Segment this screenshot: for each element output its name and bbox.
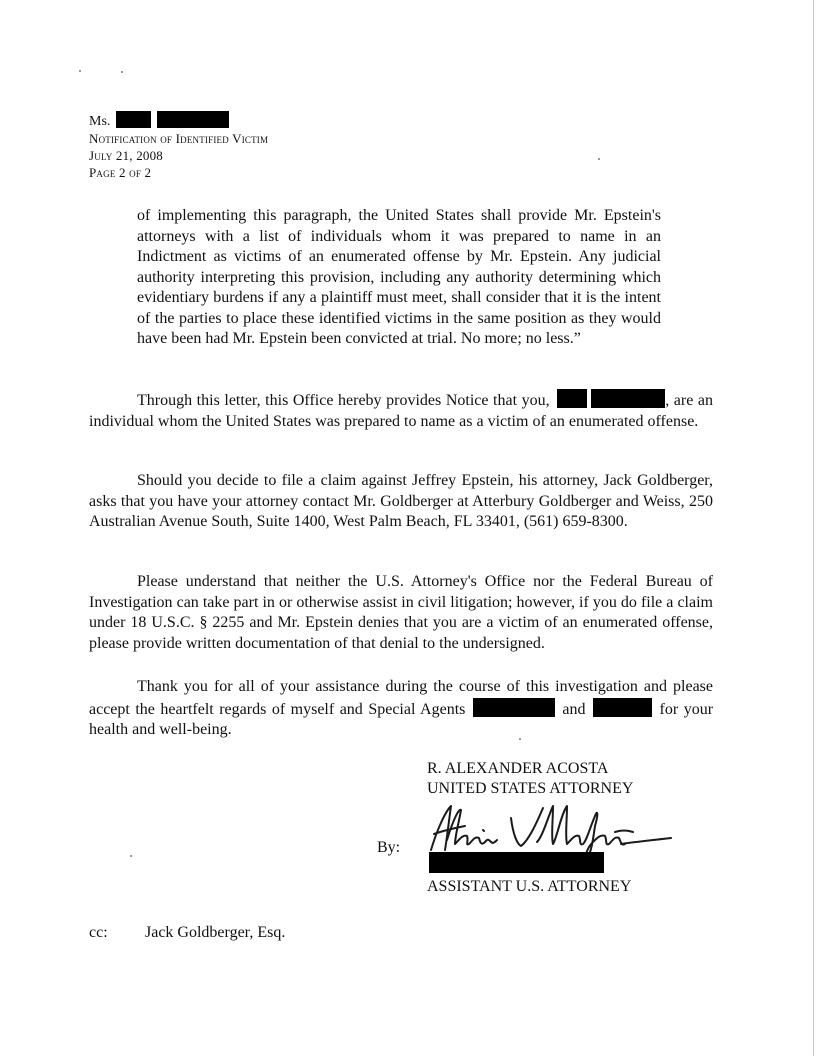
cc-recipient: Jack Goldberger, Esq. (145, 924, 286, 941)
redaction-signer-name (429, 852, 604, 873)
thanks-text-and: and (562, 700, 586, 718)
redaction-victim-last-name (591, 389, 665, 408)
by-label: By: (377, 839, 401, 856)
cc-label: cc: (89, 924, 108, 941)
subject-line: Notification of Identified Victim (89, 131, 269, 146)
signatory-title: UNITED STATES ATTORNEY (427, 780, 634, 797)
cc-line (89, 924, 285, 942)
thanks-paragraph (89, 677, 713, 741)
claim-paragraph: Should you decide to file a claim against Jeffrey Epstein, his attorney, Jack Goldberger, asks that you have your attorney contact Mr. Goldberger at Atterbury Goldberger and Weiss, 250 Australian Avenue South, Suite 1400, West Palm Beach, FL 33401, (561) 659-8300. (89, 472, 713, 530)
date-line: July 21, 2008 (89, 148, 164, 163)
salutation: Ms. (89, 114, 111, 129)
notice-text-end: , are an individual whom the United States was prepared to name as a victim of an enumerated offense. (89, 392, 714, 430)
redaction-agent-two (593, 698, 652, 717)
redaction-victim-first-name (557, 389, 587, 408)
signature-block (427, 759, 633, 799)
scan-speck (130, 855, 132, 857)
signatory-name: R. ALEXANDER ACOSTA (427, 760, 609, 777)
salutation-line (89, 111, 268, 130)
redaction-agent-one (473, 698, 555, 717)
redaction-last-name (157, 111, 229, 128)
letter-header (89, 111, 268, 181)
signer-title: ASSISTANT U.S. ATTORNEY (427, 878, 632, 895)
handwritten-signature (425, 800, 675, 860)
scan-speck (121, 71, 123, 73)
notice-paragraph (89, 389, 713, 432)
scan-speck (598, 158, 600, 160)
thanks-text-start: Thank you for all of your assistance during the course of this investigation and please accept the heartfelt regards of myself and Special Agents (89, 678, 713, 718)
notice-text-start: Through this letter, this Office hereby provides Notice that you, (137, 392, 550, 409)
civil-litigation-paragraph: Please understand that neither the U.S. Attorney's Office nor the Federal Bureau of Investigation can take part in or otherwise assist in civil litigation; however, if you do file a claim under 18 U.S.C. § 2255 and Mr. Epstein denies that you are a victim of an enumerated offense, please provide written documentation of that denial to the undersigned. (89, 573, 713, 652)
thanks-text-end: for your health and well-being. (89, 700, 714, 738)
quoted-paragraph: of implementing this paragraph, the United States shall provide Mr. Epstein's attorneys with a list of individuals whom it was prepared to name in an Indictment as victims of an enumerated offense by Mr. Epstein. Any judicial authority interpreting this provision, including any authority determining which evidentiary burdens if any a plaintiff must meet, shall consider that it is the intent of the parties to place these identified victims in the same position as they would have been had Mr. Epstein been convicted at trial. No more; no less.” (137, 207, 661, 347)
page-number: Page 2 of 2 (89, 165, 152, 180)
scan-edge-line (813, 0, 814, 1056)
redaction-first-name (116, 111, 151, 128)
scan-speck (79, 70, 81, 72)
